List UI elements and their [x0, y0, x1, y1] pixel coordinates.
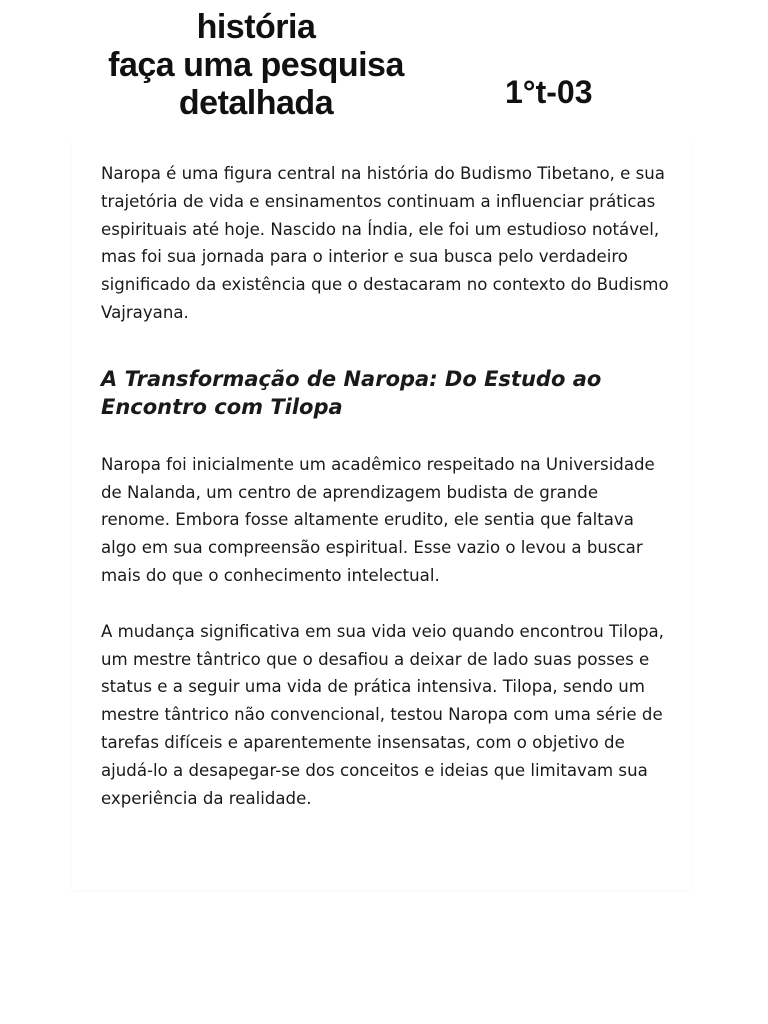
intro-paragraph: Naropa é uma figura central na história do Budismo Tibetano, e sua trajetória de vida e ensinamentos continuam a influenciar práticas espirituais até hoje. Nascido na Índia, ele foi um estudioso notável, mas foi sua jornada para o interior e sua busca pelo verdadeiro significado da existência que o destacaram no contexto do Budismo Vajrayana. [101, 164, 669, 322]
section-paragraph-1: Naropa foi inicialmente um acadêmico respeitado na Universidade de Nalanda, um centro de aprendizagem budista de grande renome. Embora fosse altamente erudito, ele sentia que faltava algo em sua compreensão espiritual. Esse vazio o levou a buscar mais do que o conhecimento intelectual. [101, 454, 655, 585]
title-line-1: história [196, 8, 316, 46]
title-line-2: faça uma pesquisa [108, 46, 404, 84]
title-line-3: detalhada [178, 84, 334, 122]
section-paragraph-2: A mudança significativa em sua vida veio quando encontrou Tilopa, um mestre tântrico que o desafiou a deixar de lado suas posses e status e a seguir uma vida de prática intensiva. Tilopa, sendo um mestre tântrico não convencional, testou Naropa com uma série de tarefas difíceis e aparentemente insensatas, com o objetivo de ajudá-lo a desapegar-se dos conceitos e ideias que limitavam sua experiência da realidade. [101, 621, 664, 808]
handwritten-title [60, 8, 452, 122]
class-code-label: 1°t-03 [505, 74, 593, 110]
document-content [101, 160, 671, 812]
section-heading: A Transformação de Naropa: Do Estudo ao Encontro com Tilopa [101, 366, 602, 419]
